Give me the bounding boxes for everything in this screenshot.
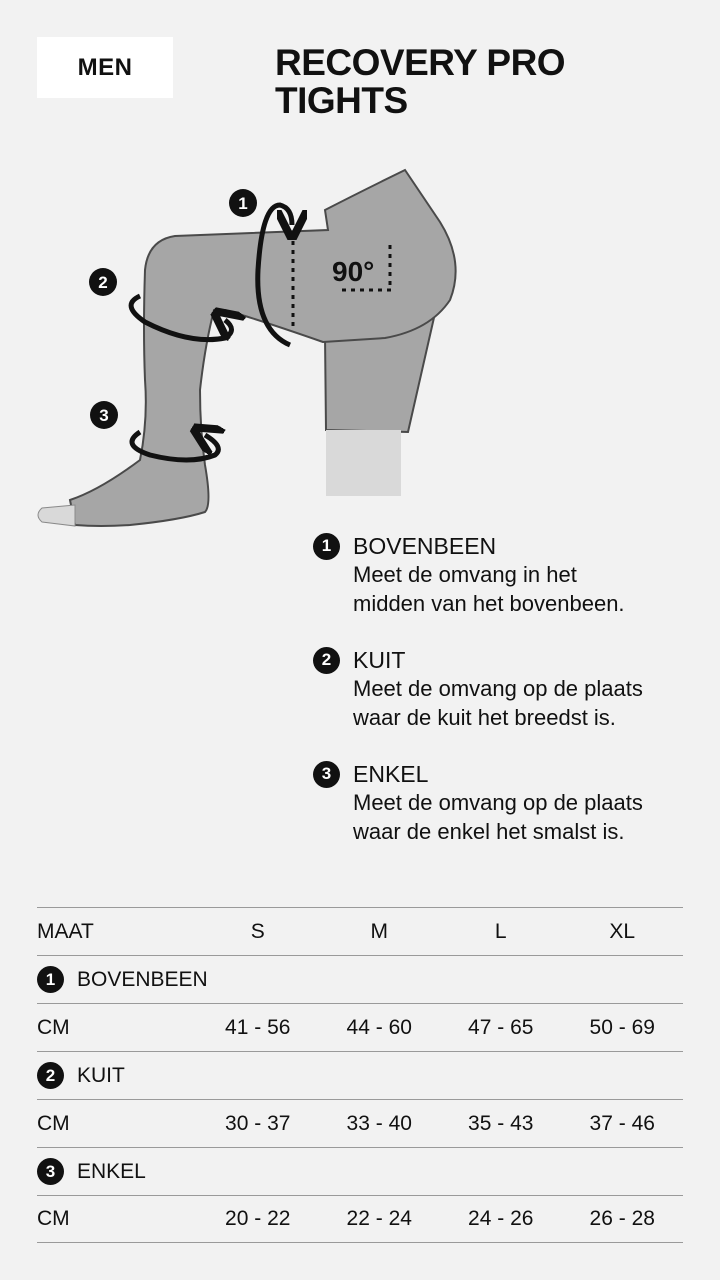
legend-desc-line-2: waar de kuit het breedst is. bbox=[353, 705, 616, 730]
svg-text:1: 1 bbox=[238, 194, 248, 213]
legend-title: BOVENBEEN bbox=[353, 533, 497, 559]
value-cell: 37 - 46 bbox=[589, 1111, 655, 1135]
header-cell: L bbox=[494, 919, 507, 943]
legend-desc-line-2: waar de enkel het smalst is. bbox=[353, 819, 625, 844]
legend-item-bovenbeen bbox=[313, 532, 713, 618]
unit-cell: CM bbox=[37, 1015, 70, 1039]
badge-2: 2 bbox=[37, 1062, 64, 1089]
section-row-enkel bbox=[37, 1147, 683, 1195]
marker-3 bbox=[90, 401, 118, 429]
unit-cell: CM bbox=[37, 1207, 70, 1230]
badge-3: 3 bbox=[313, 761, 340, 788]
table-row bbox=[37, 1003, 683, 1051]
value-cell: 35 - 43 bbox=[468, 1111, 534, 1135]
legend-desc-line-2: midden van het bovenbeen. bbox=[353, 591, 625, 616]
badge-1: 1 bbox=[313, 533, 340, 560]
value-cell: 33 - 40 bbox=[346, 1111, 412, 1135]
header-cell: S bbox=[250, 919, 265, 943]
value-cell: 47 - 65 bbox=[468, 1015, 534, 1039]
value-cell: 30 - 37 bbox=[225, 1111, 291, 1135]
legend-title: ENKEL bbox=[353, 761, 429, 787]
legend-desc-line-1: Meet de omvang in het bbox=[353, 562, 577, 587]
badge-2: 2 bbox=[313, 647, 340, 674]
legend-item-enkel bbox=[313, 760, 713, 846]
marker-2 bbox=[89, 268, 117, 296]
legend-item-kuit bbox=[313, 646, 713, 732]
size-table bbox=[37, 907, 683, 1243]
legend-desc-line-1: Meet de omvang op de plaats bbox=[353, 790, 643, 815]
title-line-1: RECOVERY PRO bbox=[275, 42, 566, 83]
leg-measurement-illustration bbox=[0, 140, 720, 540]
badge-1: 1 bbox=[37, 966, 64, 993]
value-cell: 24 - 26 bbox=[468, 1207, 534, 1230]
title-line-2: TIGHTS bbox=[275, 80, 408, 121]
legend-desc-line-1: Meet de omvang op de plaats bbox=[353, 676, 643, 701]
marker-1 bbox=[229, 189, 257, 217]
legend-title: KUIT bbox=[353, 647, 406, 673]
value-cell: 50 - 69 bbox=[589, 1015, 655, 1039]
header-cell: MAAT bbox=[37, 919, 94, 943]
value-cell: 41 - 56 bbox=[225, 1015, 291, 1039]
section-row-kuit bbox=[37, 1051, 683, 1099]
toe-shape bbox=[38, 505, 75, 526]
section-title: ENKEL bbox=[77, 1159, 146, 1183]
value-cell: 22 - 24 bbox=[346, 1207, 412, 1230]
angle-label: 90° bbox=[332, 256, 375, 287]
section-title: KUIT bbox=[77, 1063, 125, 1087]
unit-cell: CM bbox=[37, 1111, 70, 1135]
header-cell: M bbox=[370, 919, 388, 943]
section-title: BOVENBEEN bbox=[77, 967, 208, 991]
header-cell: XL bbox=[609, 919, 636, 943]
table-row bbox=[37, 1195, 683, 1243]
table-row bbox=[37, 1099, 683, 1147]
page-title bbox=[275, 44, 695, 120]
badge-3: 3 bbox=[37, 1158, 64, 1185]
svg-text:2: 2 bbox=[98, 273, 108, 292]
value-cell: 20 - 22 bbox=[225, 1207, 291, 1230]
value-cell: 44 - 60 bbox=[346, 1015, 412, 1039]
svg-text:3: 3 bbox=[99, 406, 109, 425]
section-row-bovenbeen bbox=[37, 955, 683, 1003]
lower-leg-skin bbox=[326, 430, 401, 496]
value-cell: 26 - 28 bbox=[589, 1207, 655, 1230]
gender-tag: MEN bbox=[37, 37, 173, 98]
table-header-row bbox=[37, 907, 683, 955]
